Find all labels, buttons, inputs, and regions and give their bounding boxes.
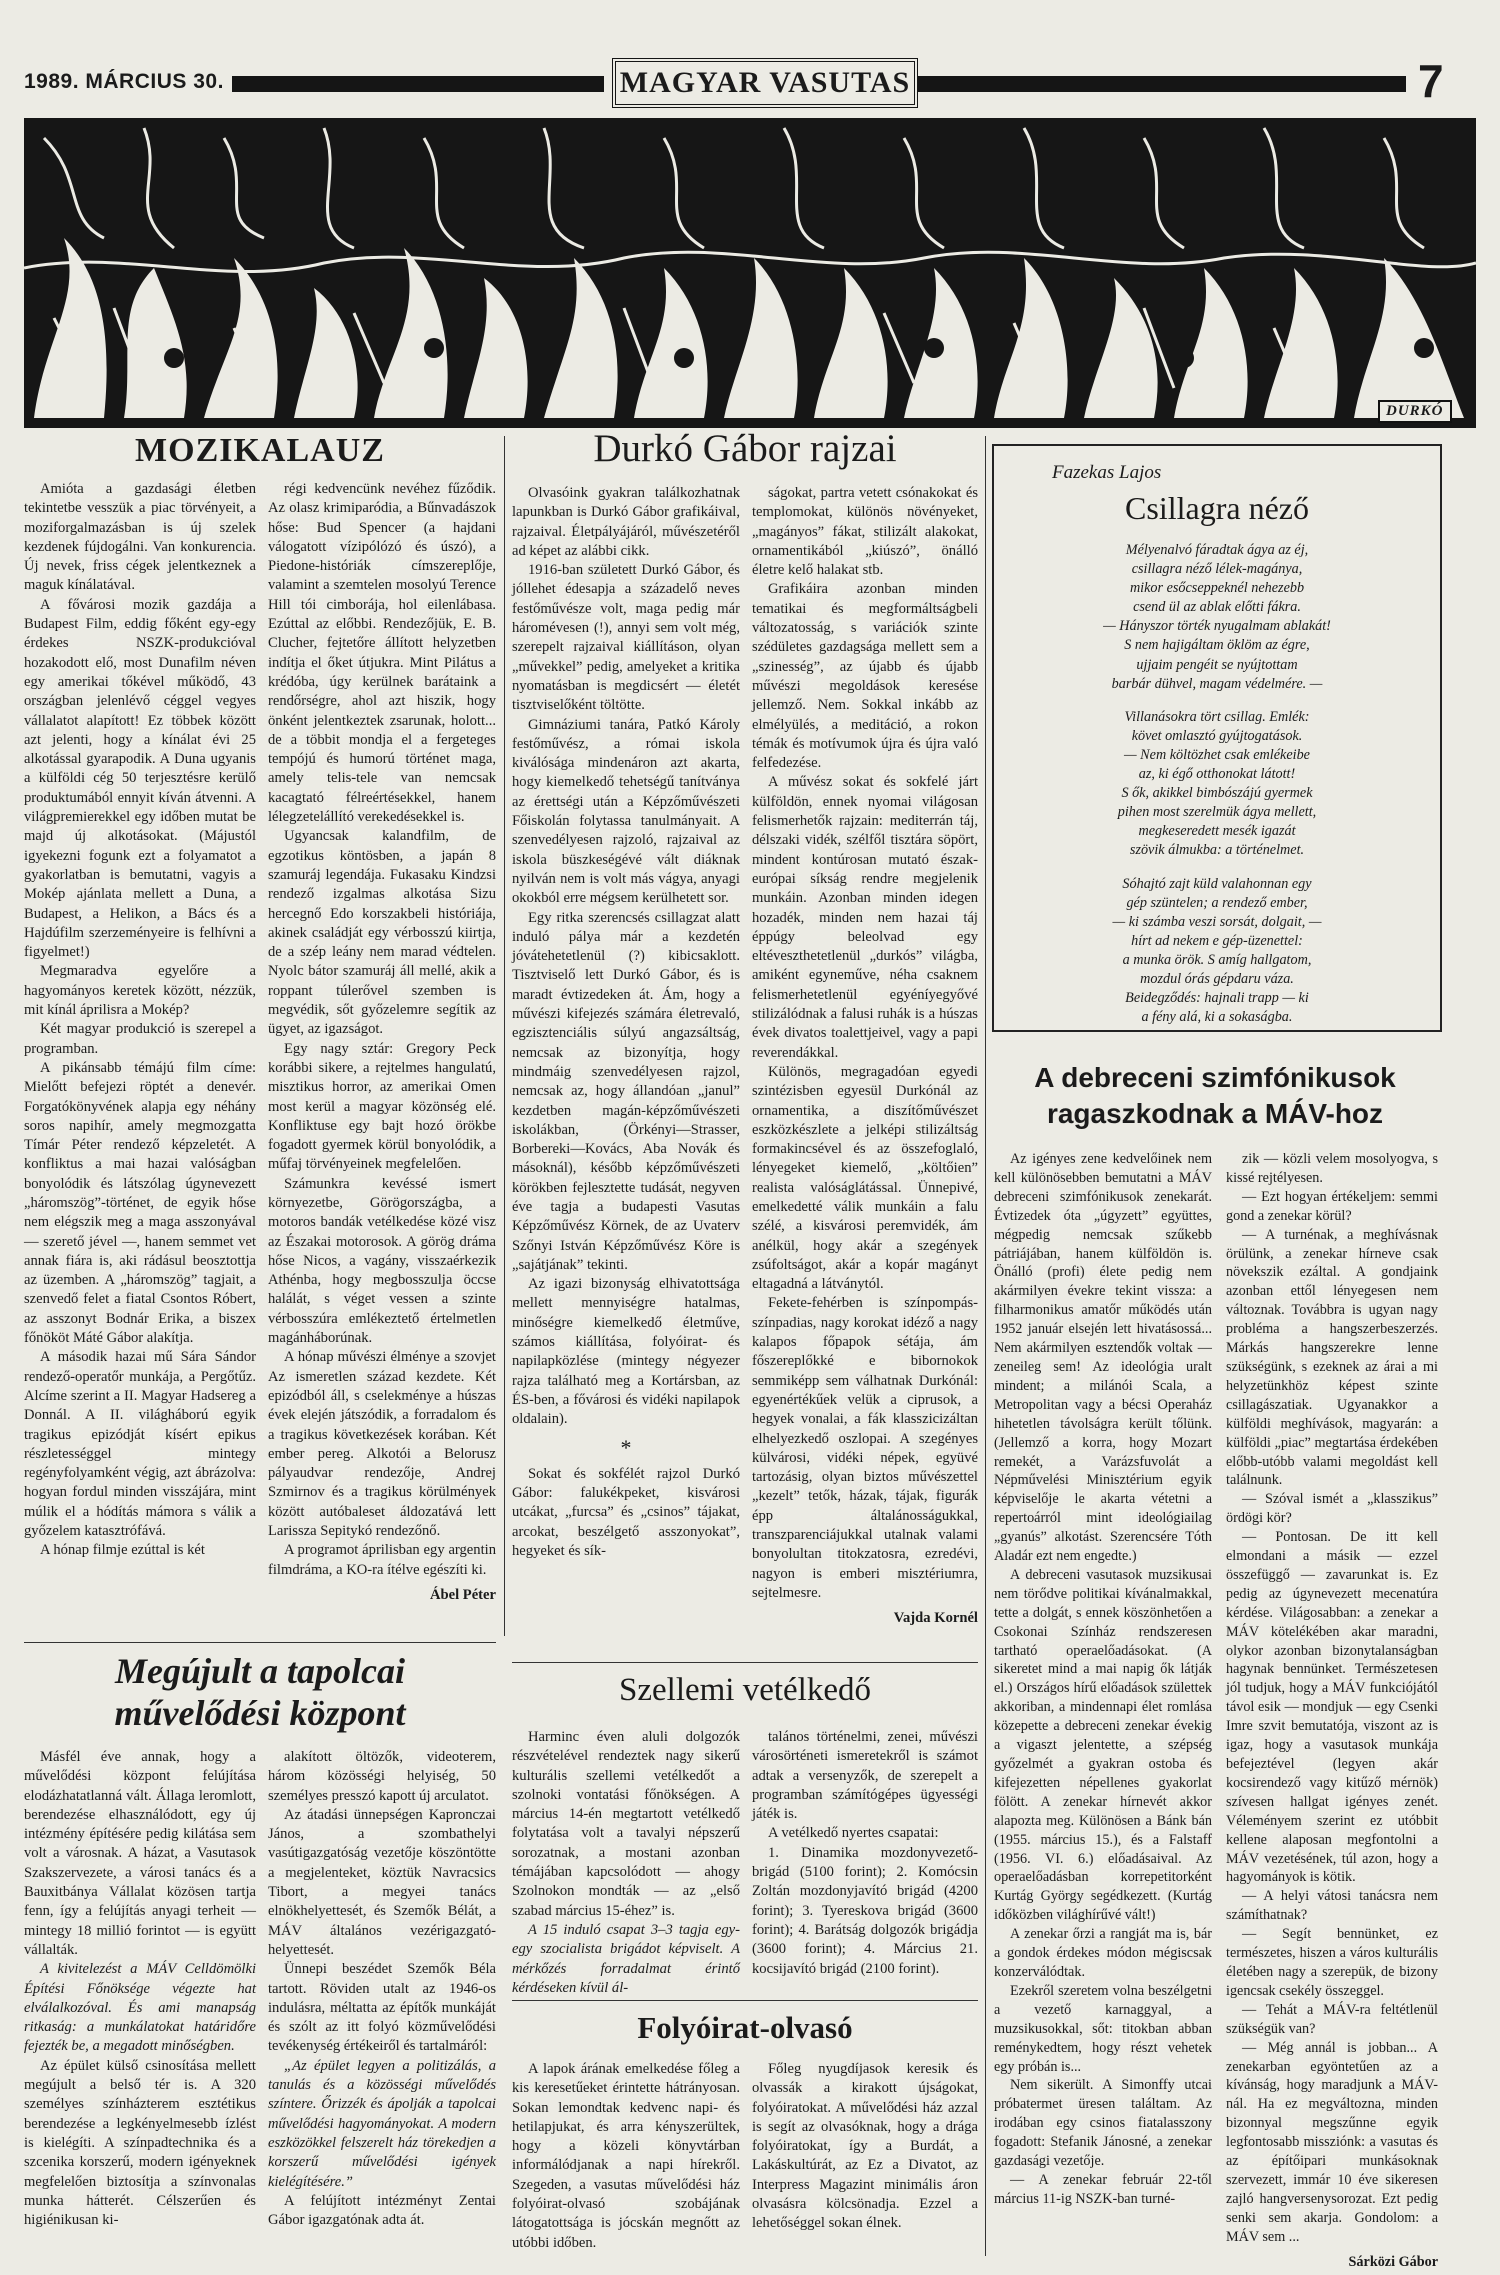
paragraph: alakított öltözők, videoterem, három közösségi helyiség, 50 személyes presszó kapott új arculatot.	[268, 1749, 496, 1804]
paragraph: — A turnénak, a meghívásnak örülünk, a zenekar hírneve csak növekszik ezáltal. A gondjaink azonban ettől lényegesen nem változnak. Továbbra is ugyan nagy probléma a hangszerbeszerzés. Márkás hangszerekre lenne szükségünk, s ezeknek az árai a mi helyzetünkhöz képest szinte csillagászatiak. Ugyanakkor a külföldi meghívások, magyarán: a külföldi „piac” megtartása érdekében előbb-utóbb valami megoldást kell találnunk.	[1226, 1226, 1438, 1489]
column-divider	[985, 436, 986, 2256]
title-line: Megújult a tapolcai	[114, 1651, 406, 1691]
paragraph: A második hazai mű Sára Sándor rendező-operatőr munkája, a Pergőtűz. Alcíme szerint a II. Magyar Hadsereg a Donnál. A II. világháború egyik tragikus epizódját kísért epikus részletességgel mintegy regényfolyamként végig, azt ábrázolva: hogyan fordul minden visszájára, mint múlik el a hódítás mámora s válik a győzelem katasztrófává.	[24, 1349, 256, 1540]
szellemi-title: Szellemi vetélkedő	[619, 1672, 871, 1708]
paragraph: — A helyi vátosi tanácsra nem számíthatnak?	[1226, 1888, 1438, 1924]
paragraph: A zenekar őrzi a rangját ma is, bár a gondok érdekes módon mégiscsak konzerválódtak.	[994, 1926, 1212, 1980]
poem-stanza-1	[994, 541, 1440, 694]
durko-illustration	[24, 118, 1476, 428]
asterisk-separator: *	[620, 1434, 632, 1460]
paragraph: Másfél éve annak, hogy a művelődési központ felújítása elodázhatatlanná vált. Állaga leromlott, berendezése elhasználódott, egy új intézmény építésére pedig kilátása sem volt a városnak. A házat, a Vasutasok Szakszervezete, a városi tanács és a Bauxitbánya Vállalat közösen tartja fenn, így a felújítás anyagi terheit — mintegy 18 millió forintot — is együtt vállalták.	[24, 1749, 256, 1958]
tapolca-column-2	[268, 1748, 496, 2230]
title-line: művelődési központ	[114, 1693, 406, 1733]
paragraph: Harminc éven aluli dolgozók részvételével rendeztek nagy sikerű kulturális szellemi vetélkedőt a szolnoki vontatási főnökségen. A március 14-én megtartott vetélkedő folytatása volt a tavalyi népszerű sorozatnak, a mostani azonban témájában kapcsolódott — ahogy Szolnokon mondták — az „első szabad március 15-éhez” is.	[512, 1729, 740, 1919]
mozikalauz-column-2	[268, 480, 496, 1605]
poem-line: a munka örök. S amíg hallgatom,	[1122, 951, 1312, 968]
paragraph: A programot áprilisban egy argentin filmdráma, a KO-ra ítélve egészíti ki.	[268, 1542, 496, 1578]
szimfonikus-title	[992, 1060, 1438, 1132]
paragraph: A felújított intézményt Zentai Gábor igazgatónak adta át.	[268, 2192, 496, 2229]
illustration-signature: DURKÓ	[1378, 400, 1452, 423]
poem-line: mozdul órás gépdaru váza.	[1140, 970, 1294, 987]
issue-date: 1989. MÁRCIUS 30.	[24, 70, 224, 93]
szimfonikus-author: Sárközi Gábor	[1348, 2253, 1438, 2270]
folyoirat-column-2	[752, 2060, 978, 2234]
paragraph: — Segít bennünket, ez természetes, hiszen a város kulturális életében nagy a szerepük, de bizony igencsak csekély összeggel.	[1226, 1926, 1438, 1999]
paragraph: Egy nagy sztár: Gregory Peck korábbi sikere, a rejtelmes hangulatú, misztikus horror, az amerikai Omen most kerül a magyar közönség elé. Konfliktuse egy bajt hozó örökbe fogadott gyermek körül bonyolódik, a műfaj törvényeinek megfelelően.	[268, 1040, 496, 1173]
poem-line: mikor esőcseppeknél nehezebb	[1129, 580, 1305, 597]
paragraph: A kivitelezést a MÁV Celldömölki Építési Főnöksége végezte hat elválalkozóval. És ami manapság ritkaság: a munkálatokat határidőre fejezték be, a megadott minőségben.	[24, 1961, 256, 2055]
section-divider	[24, 1642, 496, 1643]
paragraph: zik — közli velem mosolyogva, s kissé rejtélyesen.	[1226, 1151, 1438, 1186]
mozikalauz-title: MOZIKALAUZ	[135, 432, 385, 469]
paragraph: A pikánsabb témájú film címe: Mielőtt befejezi röptét a denevér. Forgatókönyvének alapja egy néhány soros napihír, amely megmozgatta Tímár Péter rendező képzeletét. A konfliktus a mai hazai valóságban bonyolódik és látszólag úgynevezett „háromszög”-történet, de egyik hőse nem elégszik meg a maga asszonyával — szerető jével —, hanem semmet vet annak fiára is, aki rádásul beosztottja az üzemben. A „háromszög” tagjait, a szenvedő felet a fiatal Csontos Róbert, az asszonyt Bodnár Erika, a biszex főnököt Máté Gábor alakítja.	[24, 1059, 256, 1347]
poem-line: — Nem költözhet csak emlékeibe	[1124, 746, 1310, 763]
paragraph: A hónap művészi élménye a szovjet Az ismeretlen század kezdete. Két epizódból áll, s cselekménye a húszas évek elején játszódik, a forradalom és a tragikus következések korában. Két ember pereg. Alkotói a Belorusz pályaudvar rendezője, Andrej Szmirnov és a tragikus körülmények között autóbaleset áldozatává lett Larissza Sepitykó rendezőnő.	[268, 1349, 496, 1540]
paragraph: régi kedvencünk nevéhez fűződik. Az olasz krimiparódia, a Bűnvadászok hőse: Bud Spencer (a hajdani válogatott vízipólózó és úszó), a Piedone-históriák címszereplője, valamint a szemtelen mosolyú Terence Hill tói cimborája, hol eilenlábasa. Ezúttal az előbbi. Rendezőjük, E. B. Clucher, fejtetőre állított helyzetben indítja el őket útjukra. Mint Pilátus a krédóba, úgy kerülnek barátaink a rendőrségre, ahol azt hiszik, hogy önként jelentkeztek zsarunak, holott... de a többit mondja el a fergeteges tempójú és humorú történet maga, amely telis-tele van nemcsak kacagtató félreértésekkel, hanem lélegzetelállító verekedésekkel is.	[268, 481, 496, 826]
header-bar-right	[918, 76, 1406, 92]
poem-line: — ki számba veszi sorsát, dolgait, —	[1112, 913, 1322, 930]
poem-line: Beidegződés: hajnali trapp — ki	[1125, 990, 1309, 1007]
poem-line: Sóhajtó zajt küld valahonnan egy	[1122, 875, 1312, 892]
paragraph: A debreceni vasutasok muzsikusai nem törődve politikai kívánalmakkal, tette a dolgát, s ennek köszönhetően a Csokonai Színház rendszeresen tartható operaelőadásokat. (A sikeretet mind a mai napig ők látják el.) Országos hírű előadások születtek akkoriban, a mindennapi élet romlása közepette a debreceni zenekar évekig a vigaszt jelentette, a szépség győzelmét a gyakran ostoba és kifejezetten népellenes gyakorlat fölött. A zenekar hírnevét akkor alapozta meg. Különösen a Bánk bán (1955. március 15.), és a Falstaff (1956. VI. 6.) előadásaival. Az operaelőadásban korrepetitorként Kurtág György segédkezett. (Kurtág időközben világhírűvé vált!)	[994, 1566, 1212, 1924]
paragraph: Megmaradva egyelőre a hagyományos keretek között, nézzük, mit kínál áprilisra a Mokép?	[24, 963, 256, 1019]
paragraph: Fekete-fehérben is színpompás-színpadias, nagy korokat idéző a nagy kalapos főpapok sétája, ám főszereplőkké e bibornokok semmiképp sem válhatnak Durkónál: egyenértékűek velük a ciprusok, a hegyek vonalai, a fák klasszicizáltan elhelyezkedő oszlopai. A szegényes külvárosi, vidéki népek, együvé tartozásig, olyan biztos művészettel „kezelt” tetők, házak, tájak, figurák épp általánosságukkal, transzparenciájukkal utalnak valami bonyolultan titokzatosra, ezredévi, nagyon is emberi misztériumra, sejtelmesre.	[752, 1295, 978, 1601]
paragraph: Az igényes zene kedvelőinek nem kell különösebben bemutatni a MÁV debreceni szimfónikusok zenekarát. Évtizedek óta „úgyzett” együttes, mégpedig nemcsak szűkebb pátriájában, hanem külföldön is. Önálló (profi) élete pedig nem akármilyen évekre tekint vissza: a filharmonikus amatőr működés után 1952 január elsején lett hivatásossá... Nem akármilyen esztendők voltak — zeneileg sem! Az ideológia uralt mindent; a milánói Scala, a Metropolitan vagy a bécsi Operaház hihetetlen távolságra került tőlünk. (Jellemző a korra, hogy Mozart remekét, a Varázsfuvolát a Népművelési Minisztérium egyik képviselője le akarta vétetni a repertoárról mint ideológiailag „gyanús” alkotást. Szerencsére Tóth Aladár ezt nem engedte.)	[994, 1151, 1212, 1565]
paragraph: — A zenekar február 22-től március 11-ig NSZK-ban turné-	[994, 2171, 1212, 2207]
paragraph: 1. Dinamika mozdonyvezető-brigád (5100 forint); 2. Komócsin Zoltán mozdonyjavító brigád (4200 forint); 3. Tyereskova brigád (3600 forint); 4. Barátság dolgozók brigádja (3600 forint); 4. Március 21. kocsijavító brigád (2100 forint).	[752, 1844, 978, 1977]
folyoirat-column-1	[512, 2060, 740, 2253]
paragraph: Az igazi bizonyság elhivatottsága mellett mennyiségre hatalmas, minőségre kiemelkedő életműve, számos kiállítása, folyóirat- és napilapközlése (mintegy négyezer rajza található meg a Kortársban, az ÉS-ben, a fővárosi és vidéki napilapok oldalain).	[512, 1276, 740, 1428]
paragraph: A hónap filmje ezúttal is két	[40, 1542, 205, 1559]
tapolca-column-1	[24, 1748, 256, 2230]
paragraph: Ezekről szeretem volna beszélgetni a vezető karnaggyal, a muzsikusokkal, sőt: titokban abban reménykedtem, hogy részt vehetek egy próbán is...	[994, 1982, 1212, 2075]
poem-line: csend ül az ablak előtti fákra.	[1133, 599, 1301, 616]
paragraph: — Pontosan. De itt kell elmondani a másik — ezzel összefüggő — zavarunkat is. Ez pedig az úgynevezett mecenatúra kérdése. Világosabban: a zenekar a MÁV kötelékében akar maradni, olykor azonban bizonytalanságban hagynak bennünket. Természetesen jól tudjuk, hogy a MÁV funkciójától távol esik — mondjuk — egy Csenki Imre szvit bemutatója, viszont az is igaz, hogy a vasutasok munkája befejeztével (legyen akár kocsirendező vagy kitűző mérnök) szívesen hallgat igényes zenét. Véleményem szerint ez utóbbit kellene alaposan megfontolni a MÁV vezetésének, túl azon, hogy a hagyományok is kötik.	[1226, 1529, 1438, 1886]
poem-box	[992, 444, 1442, 1032]
paragraph: Az átadási ünnepségen Kapronczai János, a szombathelyi vasútigazgatóság vezetője köszöntötte a megjelenteket, köztük Navracsics Tibort, a megyei tanács elnökhelyettesét, és Szemők Bélát, a MÁV általános vezérigazgató-helyettesét.	[268, 1806, 496, 1958]
poem-line: S nem hajigáltam öklöm az égre,	[1124, 637, 1310, 654]
paragraph: Két magyar produkció is szerepel a programban.	[24, 1021, 256, 1057]
section-divider	[512, 2000, 978, 2001]
header-bar-left	[232, 76, 604, 92]
poem-line: a fény alá, ki a sokaságba.	[1141, 1009, 1293, 1026]
paragraph: — Még annál is jobban... A zenekarban egyöntetűen az a kívánság, hogy maradjunk a MÁV-nál. Ha ez megváltozna, minden bizonnyal megszűnne egyik legfontosabb missziónk: a vasutas és az építőipari munkásoknak szervezett, immár 10 éve sikeresen zajló hangversenysorozat. Ezt pedig senki sem akarja. Gondolom: a MÁV sem ...	[1226, 2039, 1438, 2245]
poem-line: az, ki égő otthonokat látott!	[1138, 766, 1296, 783]
paragraph: Különös, megragadóan egyedi szintézisben egyesül Durkónál az ornamentika, a diszítőművészet eszközkészlete a jelképi stilizáltság formakincsével és az összefoglaló, lényegeket kiemelő, „költőien” realista valóságlátással. Ünnepivé, emelkedetté válik munkáin a falu szélé, a kisvárosi peremvidék, ám anélkül, hogy akár a szegények zsúfoltságot, akár a kopár magányt eltagadná a látványtól.	[752, 1063, 978, 1293]
mozikalauz-author: Ábel Péter	[429, 1586, 496, 1603]
poem-line: csillagra néző lélek-magánya,	[1131, 561, 1303, 578]
durko-column-1	[512, 484, 740, 1561]
paragraph: Főleg nyugdíjasok keresik és olvassák a kirakott újságokat, folyóiratokat. A művelődési ház azzal is segít az olvasóknak, hogy a drága folyóiratokat, így a Burdát, a Lakáskultúrát, az Ez a Divatot, az Interpress Magazint minimális áron olvasásra kölcsönadja. Ezzel a lehetőséggel sokan élnek.	[752, 2061, 978, 2232]
paragraph: A 15 induló csapat 3–3 tagja egy-egy szocialista brigádot képviselt. A mérkőzés forradalmat érintő kérdéseken kívül ál-	[512, 1921, 740, 1996]
paragraph: A vetélkedő nyertes csapatai:	[768, 1825, 939, 1842]
poem-line: — Hányszor törték nyugalmam ablakát!	[1103, 618, 1331, 635]
paragraph: „Az épület legyen a politizálás, a tanulás és a közösségi művelődés színtere. Őrizzék és ápolják a tapolcai művelődési hagyományokat. A modern eszközökkel felszerelt ház törekedjen a korszerű művelődési igények kielégítésére.”	[268, 2057, 496, 2190]
poem-line: S ők, akikkel bimbószájú gyermek	[1121, 785, 1313, 802]
poem-stanza-2	[994, 708, 1440, 861]
szellemi-column-2	[752, 1728, 978, 1979]
poem-text	[994, 541, 1440, 1027]
paragraph: 1916-ban született Durkó Gábor, és jóllehet édesapja a századelő neves festőművésze volt, maga pedig már háromévesen (!), annyi sem volt még, szerepelt rajzaival kiállításon, olyan „művekkel” pedig, amelyeket a kritika nyomatásban is megdicsért — életét tisztviselőként töltötte.	[512, 562, 740, 714]
durko-author: Vajda Kornél	[893, 1610, 978, 1627]
szimfonikus-column-1	[994, 1150, 1212, 2209]
page-number: 7	[1418, 55, 1444, 107]
paragraph: — Tehát a MÁV-ra feltétlenül szükségük van?	[1226, 2001, 1438, 2037]
poem-title: Csillagra néző	[1125, 490, 1309, 526]
paragraph: Számunkra kevéssé ismert környezetbe, Görögországba, a motoros bandák vetélkedése közé visz az Északai motorosok. A görög dráma hőse Nicos, a vagány, visszaérkezik Athénba, hogy megbosszulja öccse halálát, s véget vessen a szinte vérbosszúra emlékeztető értelmetlen magánháborúnak.	[268, 1175, 496, 1347]
paragraph: — Szóval ismét a „klasszikus” ördögi kör?	[1226, 1491, 1438, 1527]
paragraph: Ünnepi beszédet Szemők Béla tartott. Röviden utalt az 1946-os indulásra, méltatta az építők munkáját és szólt az itt folyó közművelődési tevékenység értékeiről és tartalmáról:	[268, 1961, 496, 2055]
paragraph: ságokat, partra vetett csónakokat és templomokat, különös növényeket, „magányos” fákat, stilizált alakokat, ornamentikából „kiúszó”, önálló életre kelő halakat stb.	[752, 485, 978, 579]
poem-line: megkeseredett mesék igazát	[1138, 823, 1296, 840]
poem-line: gép szüntelen; a rendező ember,	[1126, 894, 1308, 911]
paragraph: Ugyancsak kalandfilm, de egzotikus köntösben, a japán 8 szamuráj legendája. Fukasaku Kindzsi rendező izgalmas alkotása Sizu hercegnő Edo korszakbeli históriája, akinek családját egy vérbosszú kiirtja, de a szép leány nem marad védtelen. Nyolc bátor szamuráj áll mellé, akik a roppant túlerővel szemben is megvédik, sőt győzelemre segítik az ügyet, az igazságot.	[268, 828, 496, 1038]
poem-line: hírt ad nekem e gép-üzenettel:	[1131, 932, 1303, 949]
section-divider	[512, 1662, 978, 1663]
durko-column-2	[752, 484, 978, 1629]
folyoirat-title: Folyóirat-olvasó	[637, 2010, 853, 2045]
paragraph: Gimnáziumi tanára, Patkó Károly festőművész, a római iskola kiválósága mindenáron azt akarta, hogy kiemelkedő tehetségű tanítványa az érettségi után a Képzőművészeti Főiskolán folytassa tanulmányait. A szenvedélyesen rajzoló, rajzaival az iskola büszkeségévé vált diáknak nyilván nem is volt más vágya, anyagi okokból erre mégsem kerülhetett sor.	[512, 716, 740, 907]
poem-line: pihen most szerelmük ágya mellett,	[1117, 804, 1317, 821]
title-line: ragaszkodnak a MÁV-hoz	[1046, 1098, 1384, 1129]
paragraph: Grafikáira azonban minden tematikai és megformáltságbeli változatosság, s variációk szinte szédületes gazdagsága mellett sem a „szinesség”, az újabb és újabb művészi megoldások keresése jellemző. Nem. Sokkal inkább az elmélyülés, a meditáció, a rokon témák és motívumok újra és újra való felfedezése.	[752, 581, 978, 772]
szellemi-column-1	[512, 1728, 740, 1998]
poem-line: barbár dühvel, magam védelmére. —	[1111, 675, 1323, 692]
durko-title: Durkó Gábor rajzai	[593, 427, 897, 470]
poem-line: Mélyenalvó fáradtak ágya az éj,	[1125, 542, 1309, 558]
poem-author: Fazekas Lajos	[1052, 462, 1162, 483]
poem-line: ujjaim pengéit se nyújtottam	[1136, 656, 1298, 673]
masthead-title: MAGYAR VASUTAS	[612, 58, 918, 108]
paragraph: Amióta a gazdasági életben tekintetbe vesszük a piac törvényeit, a moziforgalmazásban is új szelek kezdenek fújdogálni. Van konkurencia. Új nevek, friss cégek jelentkeznek a maguk kínálatával.	[24, 481, 256, 594]
paragraph: Az épület külső csinosítása mellett megújult a belső tér is. A 320 személyes színházterem esztétikus berendezése a legkényelmesebb ízlést is kielégíti. A színpadtechnika és a szcenika korszerű, modern igényeknek megfelelően biztosítja a színvonalas munka hátterét. Célszerűen és higiénikusan ki-	[24, 2057, 256, 2229]
paragraph: Olvasóink gyakran találkozhatnak lapunkban is Durkó Gábor grafikáival, rajzaival. Életpályájáról, művészetéről ad képet az alábbi cikk.	[512, 485, 740, 559]
paragraph: Sokat és sokfélét rajzol Durkó Gábor: falukékpeket, kisvárosi utcákat, „furcsa” és „csinos” tájakat, arcokat, beszélgető asszonyokat”, hegyeket és sík-	[512, 1465, 740, 1560]
paragraph: A fővárosi mozik gazdája a Budapest Film, eddig főként egy-egy érdekes NSZK-produkcióval hozakodott elő, most Dunafilm néven egy amerikai tőkével működő, 43 országban jelenlévő céggel vegyes vállalatot alapított! Ez többek között azt jelenti, hogy a kínálat évi 25 alkotással gyarapodik. A Duna ugyanis a külföldi cég 50 terjesztésre kerülő produktumából ennyit kíván átvenni. A világpremierekkel egy időben mutat be majd új alkotásokat. (Májustól igyekezni fogunk ezt a folyamatot a gyakorlatban is bemutatni, vagyis a Mokép ajánlata mellett a Duna, a Budapest, a Helikon, a Bács és a Hajdúfilm szerzeményeire is felhívni a figyelmet!)	[24, 596, 256, 961]
paragraph: Nem sikerült. A Simonffy utcai próbatermet üresen találtam. Az irodában egy csinos fiatalasszony fogadott: Stefanik Jánosné, a zenekar gazdasági vezetője.	[994, 2077, 1212, 2170]
paragraph: talános történelmi, zenei, művészi városörténeti ismeretekről is számot adtak a versenyzők, de szerepelt a programban számítógépes ügyességi játék is.	[752, 1729, 978, 1823]
paragraph: A lapok árának emelkedése főleg a kis keresetűeket érintette hátrányosan. Sokan lemondtak kedvenc napi- és hetilapjukat, és arra kényszerültek, hogy a közeli könyvtárban informálódjanak a napi hírekről. Szegeden, a vasutas művelődési ház folyóirat-olvasó szobájának látogatottsága is jócskán megnőtt az utóbbi időben.	[512, 2061, 740, 2251]
szimfonikus-column-2	[1226, 1150, 1438, 2271]
column-divider	[504, 436, 505, 1636]
title-line: A debreceni szimfónikusok	[1034, 1062, 1396, 1093]
poem-line: Villanásokra tört csillag. Emlék:	[1124, 708, 1310, 725]
poem-line: követ omlasztó gyújtogatások.	[1131, 727, 1303, 744]
tapolca-title	[24, 1650, 496, 1734]
mozikalauz-column-1	[24, 480, 256, 1561]
paragraph: Egy ritka szerencsés csillagzat alatt induló pálya már a kezdetén jóvátehetetlenül (?) kibicsaklott. Tisztviselő lett Durkó Gábor, és is maradt évtizedeken át. Ám, hogy a művészi kifejezés számára életrevaló, egzisztenciális súlyú angazsáltság, nemcsak az bizonyítja, hogy mindmáig szenvedélyesen rajzol, nemcsak az, hogy állandóan „janul” kezdetben magán-képzőművészeti iskolákban, (Örkényi—Strasser, Borbereki—Kovács, Aba Novák és másoknál), később képzőművészeti körökben fejlesztette tudását, negyven éve tagja a budapesti Vasutas Képzőművész Körnek, de az Uvaterv Szőnyi István Képzőművész Köre is „sajátjának” tekinti.	[512, 909, 740, 1273]
poem-stanza-3	[994, 875, 1440, 1028]
paragraph: — Ezt hogyan értékeljem: semmi gond a zenekar körül?	[1226, 1188, 1438, 1224]
paragraph: A művész sokat és sokfelé járt külföldön, ennek nyomai világosan felismerhetők rajzain: mediterrán táj, délszaki vidék, szélfől tisztára söpört, mindent kontúrosan mutató észak-európai síkság rendre megjelenik munkáin. Azonban minden idegen hozadék, minden nem hazai táj éppúgy beleolvad egy eltéveszthetetlenül „durkós” világba, amiként egyneműve, néha csaknem felismerhetetlenül egyéníyegyővé stilizálódnak a falusi ruhák is a húszas évek divatos toalettjeivel, vagy a papi reverendákkal.	[752, 774, 978, 1061]
poem-line: szövik álmukba: a történelmet.	[1129, 842, 1305, 859]
